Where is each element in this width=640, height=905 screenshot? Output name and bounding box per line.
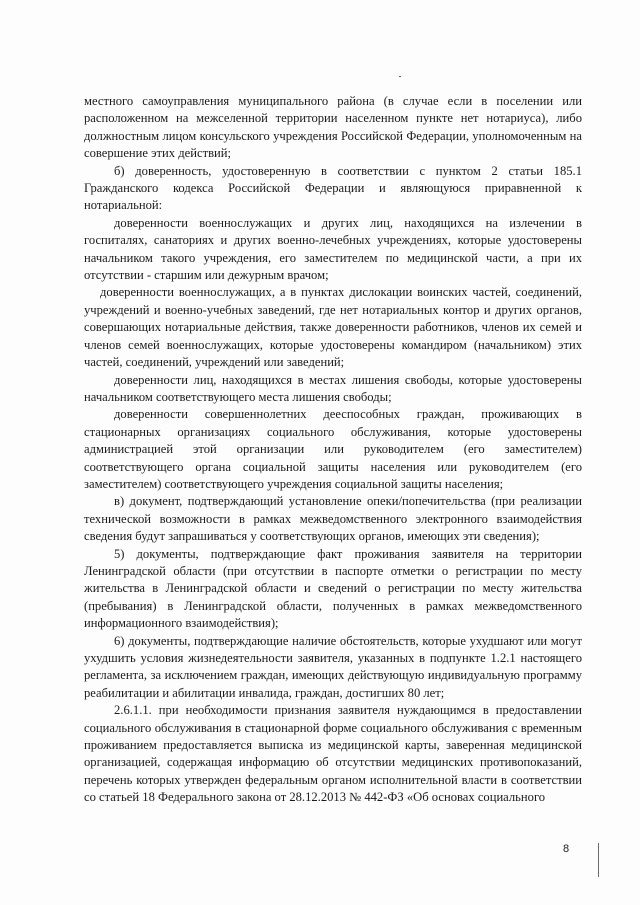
paragraph-2-6-1-1-medical-extract: 2.6.1.1. при необходимости признания заявителя нуждающимся в предоставлении социального обслуживания в стационарной форме социального обслуживания с временным проживанием предоставляется выписка из медицинской карты, заверенная медицинской организацией, содержащая информацию об отсутствии медицинских противопоказаний, перечень которых утвержден федеральным органом исполнительной власти в соответствии со статьей 18 Федерального закона от 28.12.2013 № 442-ФЗ «Об основах социального <box>84 703 582 805</box>
document-body <box>84 93 582 807</box>
paragraph-attorney-imprisoned: доверенности лиц, находящихся в местах лишения свободы, которые удостоверены начальником соответствующего места лишения свободы; <box>84 372 582 404</box>
paragraph-attorney-social-institutions: доверенности совершеннолетних дееспособных граждан, проживающих в стационарных организациях социального обслуживания, которые удостоверены администрацией этой организации или руководителем (его заместителем) соответствующего органа социальной защиты населения или руководителем (его заместителем) соответствующего учреждения социальной защиты населения; <box>84 407 582 491</box>
paragraph-item-b-power-of-attorney: б) доверенность, удостоверенную в соответствии с пунктом 2 статьи 185.1 Гражданского кодекса Российской Федерации и являющуюся приравненной к нотариальной: <box>84 163 582 213</box>
paragraph-attorney-servicemen-units: доверенности военнослужащих, а в пунктах дислокации воинских частей, соединений, учреждений и военно-учебных заведений, где нет нотариальных контор и других органов, совершающих нотариальные действия, также доверенности работников, членов их семей и членов семей военнослужащих, которые удостоверены командиром (начальником) этих частей, соединений, учреждений или заведений; <box>84 285 582 370</box>
page-number: 8 <box>563 843 570 855</box>
scan-speck <box>399 76 401 77</box>
paragraph-attorney-servicemen-hospitals: доверенности военнослужащих и других лиц, находящихся на излечении в госпиталях, санаториях и других военно-лечебных учреждениях, которые удостоверены начальником такого учреждения, его заместителем по медицинской части, а при их отсутствии - старшим или дежурным врачом; <box>84 215 582 283</box>
scan-edge-line <box>598 843 599 877</box>
paragraph-item-6-circumstances: 6) документы, подтверждающие наличие обстоятельств, которые ухудшают или могут ухудшить условия жизнедеятельности заявителя, указанных в подпункте 1.2.1 настоящего регламента, за исключением граждан, имеющих действующую индивидуальную программу реабилитации и абилитации инвалида, граждан, достигших 80 лет; <box>84 633 582 700</box>
paragraph-item-v-guardianship: в) документ, подтверждающий установление опеки/попечительства (при реализации технической возможности в рамках межведомственного электронного взаимодействия сведения будут запрашиваться у соответствующих органов, имеющих эти сведения); <box>84 494 582 544</box>
paragraph-item-5-residence: 5) документы, подтверждающие факт проживания заявителя на территории Ленинградской области (при отсутствии в паспорте отметки о регистрации по месту жительства в Ленинградской области и сведений о регистрации по месту жительства (пребывания) в Ленинградской области, полученных в рамках межведомственного информационного взаимодействия); <box>84 546 582 631</box>
paragraph-municipal-self-government: местного самоуправления муниципального района (в случае если в поселении или расположенном на межселенной территории населенном пункте нет нотариуса), либо должностным лицом консульского учреждения Российской Федерации, уполномоченным на совершение этих действий; <box>84 94 582 161</box>
